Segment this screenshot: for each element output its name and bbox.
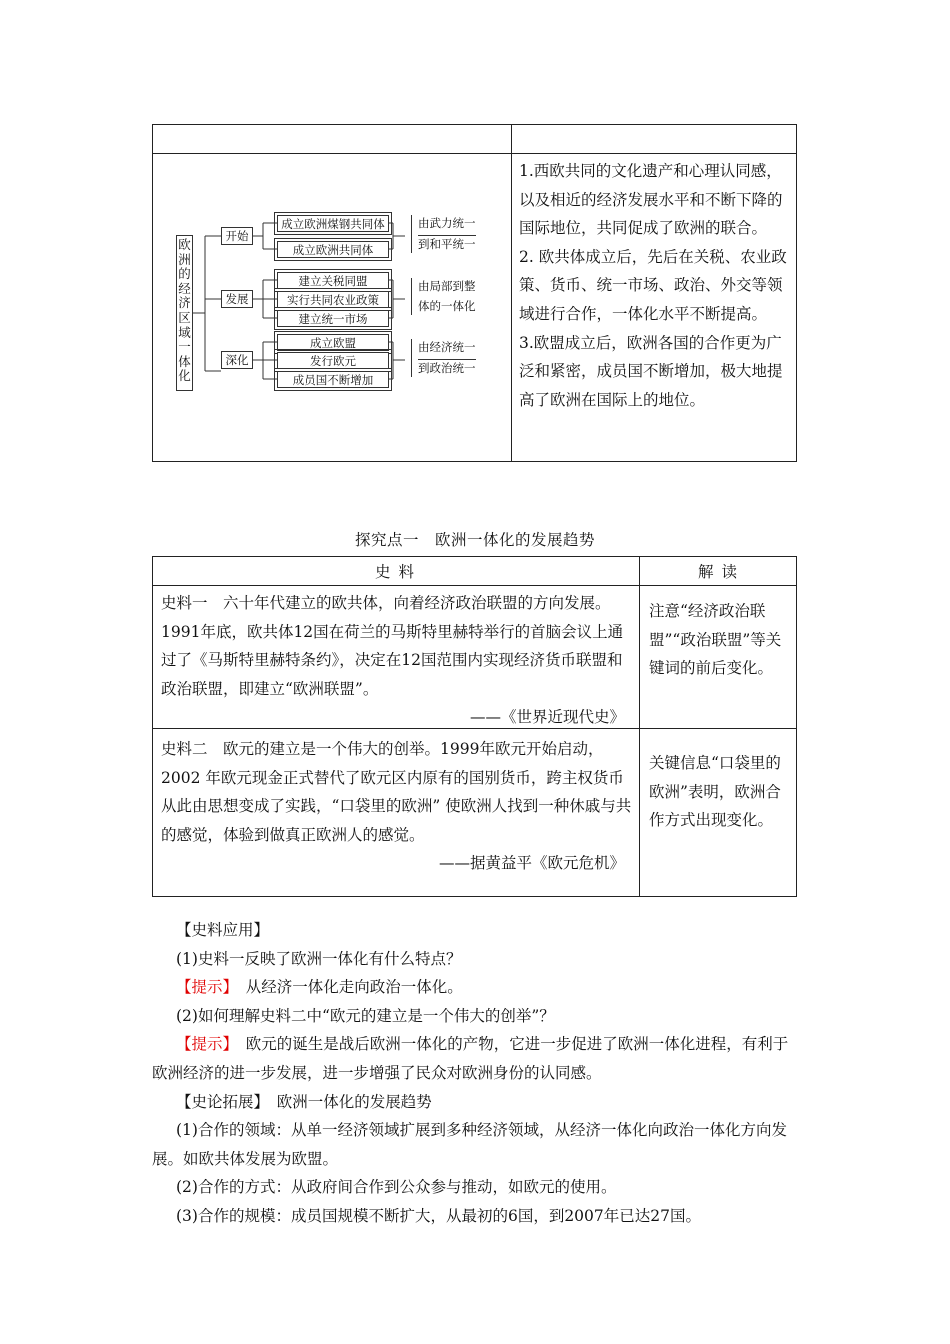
knowledge-diagram <box>153 153 511 461</box>
source-table <box>152 556 797 897</box>
header-interp: 解读 <box>698 563 746 581</box>
source-citation: ——《世界近现代史》 <box>469 708 625 727</box>
event-box: 成立欧洲煤钢共同体 <box>277 215 389 232</box>
hint-label: 【提示】 <box>176 1035 231 1054</box>
result-line: 由经济统一 <box>418 340 476 354</box>
event-box: 建立统一市场 <box>277 310 389 327</box>
stage-develop: 发展 <box>221 290 253 308</box>
column-divider <box>639 557 640 896</box>
interp-cell: 关键信息“口袋里的欧洲”表明，欧洲合作方式出现变化。 <box>649 754 781 830</box>
answer-text: 从经济一体化走向政治一体化。 <box>230 978 463 997</box>
event-box: 实行共同农业政策 <box>277 291 389 308</box>
result-line: 到政治统一 <box>418 361 476 375</box>
source-citation: ——据黄益平《欧元危机》 <box>438 854 625 873</box>
section-title: 探究点一 欧洲一体化的发展趋势 <box>354 531 595 549</box>
result-label <box>411 215 476 253</box>
result-label <box>411 278 476 315</box>
event-box: 成立欧盟 <box>277 334 389 351</box>
question-2: (2)如何理解史料二中“欧元的建立是一个伟大的创举”？ <box>176 1006 555 1025</box>
diagram-title: 欧洲的经济区域一体化 <box>176 235 193 391</box>
event-box: 建立关税同盟 <box>277 272 389 289</box>
result-line: 体的一体化 <box>418 299 476 313</box>
result-line: 由武力统一 <box>418 216 476 230</box>
summary-points <box>519 157 791 414</box>
answer-text: 欧元的诞生是战后欧洲一体化的产物，它进一步促进了欧洲一体化进程，有利于欧洲经济的进一步发展，进一步增强了民众对欧洲身份的认同感。 <box>152 1035 789 1082</box>
ext-heading: 【史论拓展】 欧洲一体化的发展趋势 <box>176 1092 432 1111</box>
ext-point: (1)合作的领域：从单一经济领域扩展到多种经济领域，从经济一体化向政治一体化方向发展。如欧共体发展为欧盟。 <box>152 1121 787 1168</box>
point: 1.西欧共同的文化遗产和心理认同感，以及相近的经济发展水平和不断下降的国际地位，共同促成了欧洲的联合。 <box>519 162 783 238</box>
row-divider <box>153 585 796 586</box>
header-source: 史料 <box>375 563 423 581</box>
hint-label: 【提示】 <box>176 978 231 997</box>
body-text <box>152 916 802 1231</box>
point: 3.欧盟成立后，欧洲各国的合作更为广泛和紧密，成员国不断增加，极大地提高了欧洲在国际上的地位。 <box>519 333 783 409</box>
app-heading: 【史料应用】 <box>176 921 270 939</box>
source-cell <box>161 735 633 878</box>
event-box: 成立欧洲共同体 <box>277 241 389 258</box>
ext-point: (2)合作的方式：从政府间合作到公众参与推动，如欧元的使用。 <box>176 1178 617 1197</box>
source-text: 史料一 六十年代建立的欧共体，向着经济政治联盟的方向发展。1991年底，欧共体12国在荷兰的马斯特里赫特举行的首脑会议上通过了《马斯特里赫特条约》，决定在12国范围内实现经济货币联盟和政治联盟，即建立“欧洲联盟”。 <box>161 594 624 698</box>
summary-table <box>152 124 797 462</box>
stage-deepen: 深化 <box>221 351 253 369</box>
event-box: 成员国不断增加 <box>277 371 389 388</box>
event-box: 发行欧元 <box>277 352 389 369</box>
ext-point: (3)合作的规模：成员国规模不断扩大，从最初的6国，到2007年已达27国。 <box>176 1206 701 1225</box>
source-cell <box>161 589 633 732</box>
result-line: 到和平统一 <box>418 237 476 251</box>
column-divider <box>511 125 512 461</box>
stage-start: 开始 <box>221 227 253 245</box>
result-line: 由局部到整 <box>418 279 476 293</box>
answer-2 <box>152 1030 802 1087</box>
result-label <box>411 339 476 377</box>
answer-1 <box>152 973 802 1002</box>
point: 2. 欧共体成立后，先后在关税、农业政策、货币、统一市场、政治、外交等领域进行合作，一体化水平不断提高。 <box>519 247 787 323</box>
source-text: 史料二 欧元的建立是一个伟大的创举。1999年欧元开始启动， 2002 年欧元现金正式替代了欧元区内原有的国别货币，跨主权货币从此由思想变成了实践，“口袋里的欧洲” 使欧洲人找到一种休戚与共的感觉，体验到做真正欧洲人的感觉。 <box>161 740 632 844</box>
question-1: (1)史料一反映了欧洲一体化有什么特点？ <box>176 949 462 968</box>
interp-cell: 注意“经济政治联盟”“政治联盟”等关键词的前后变化。 <box>649 602 782 678</box>
